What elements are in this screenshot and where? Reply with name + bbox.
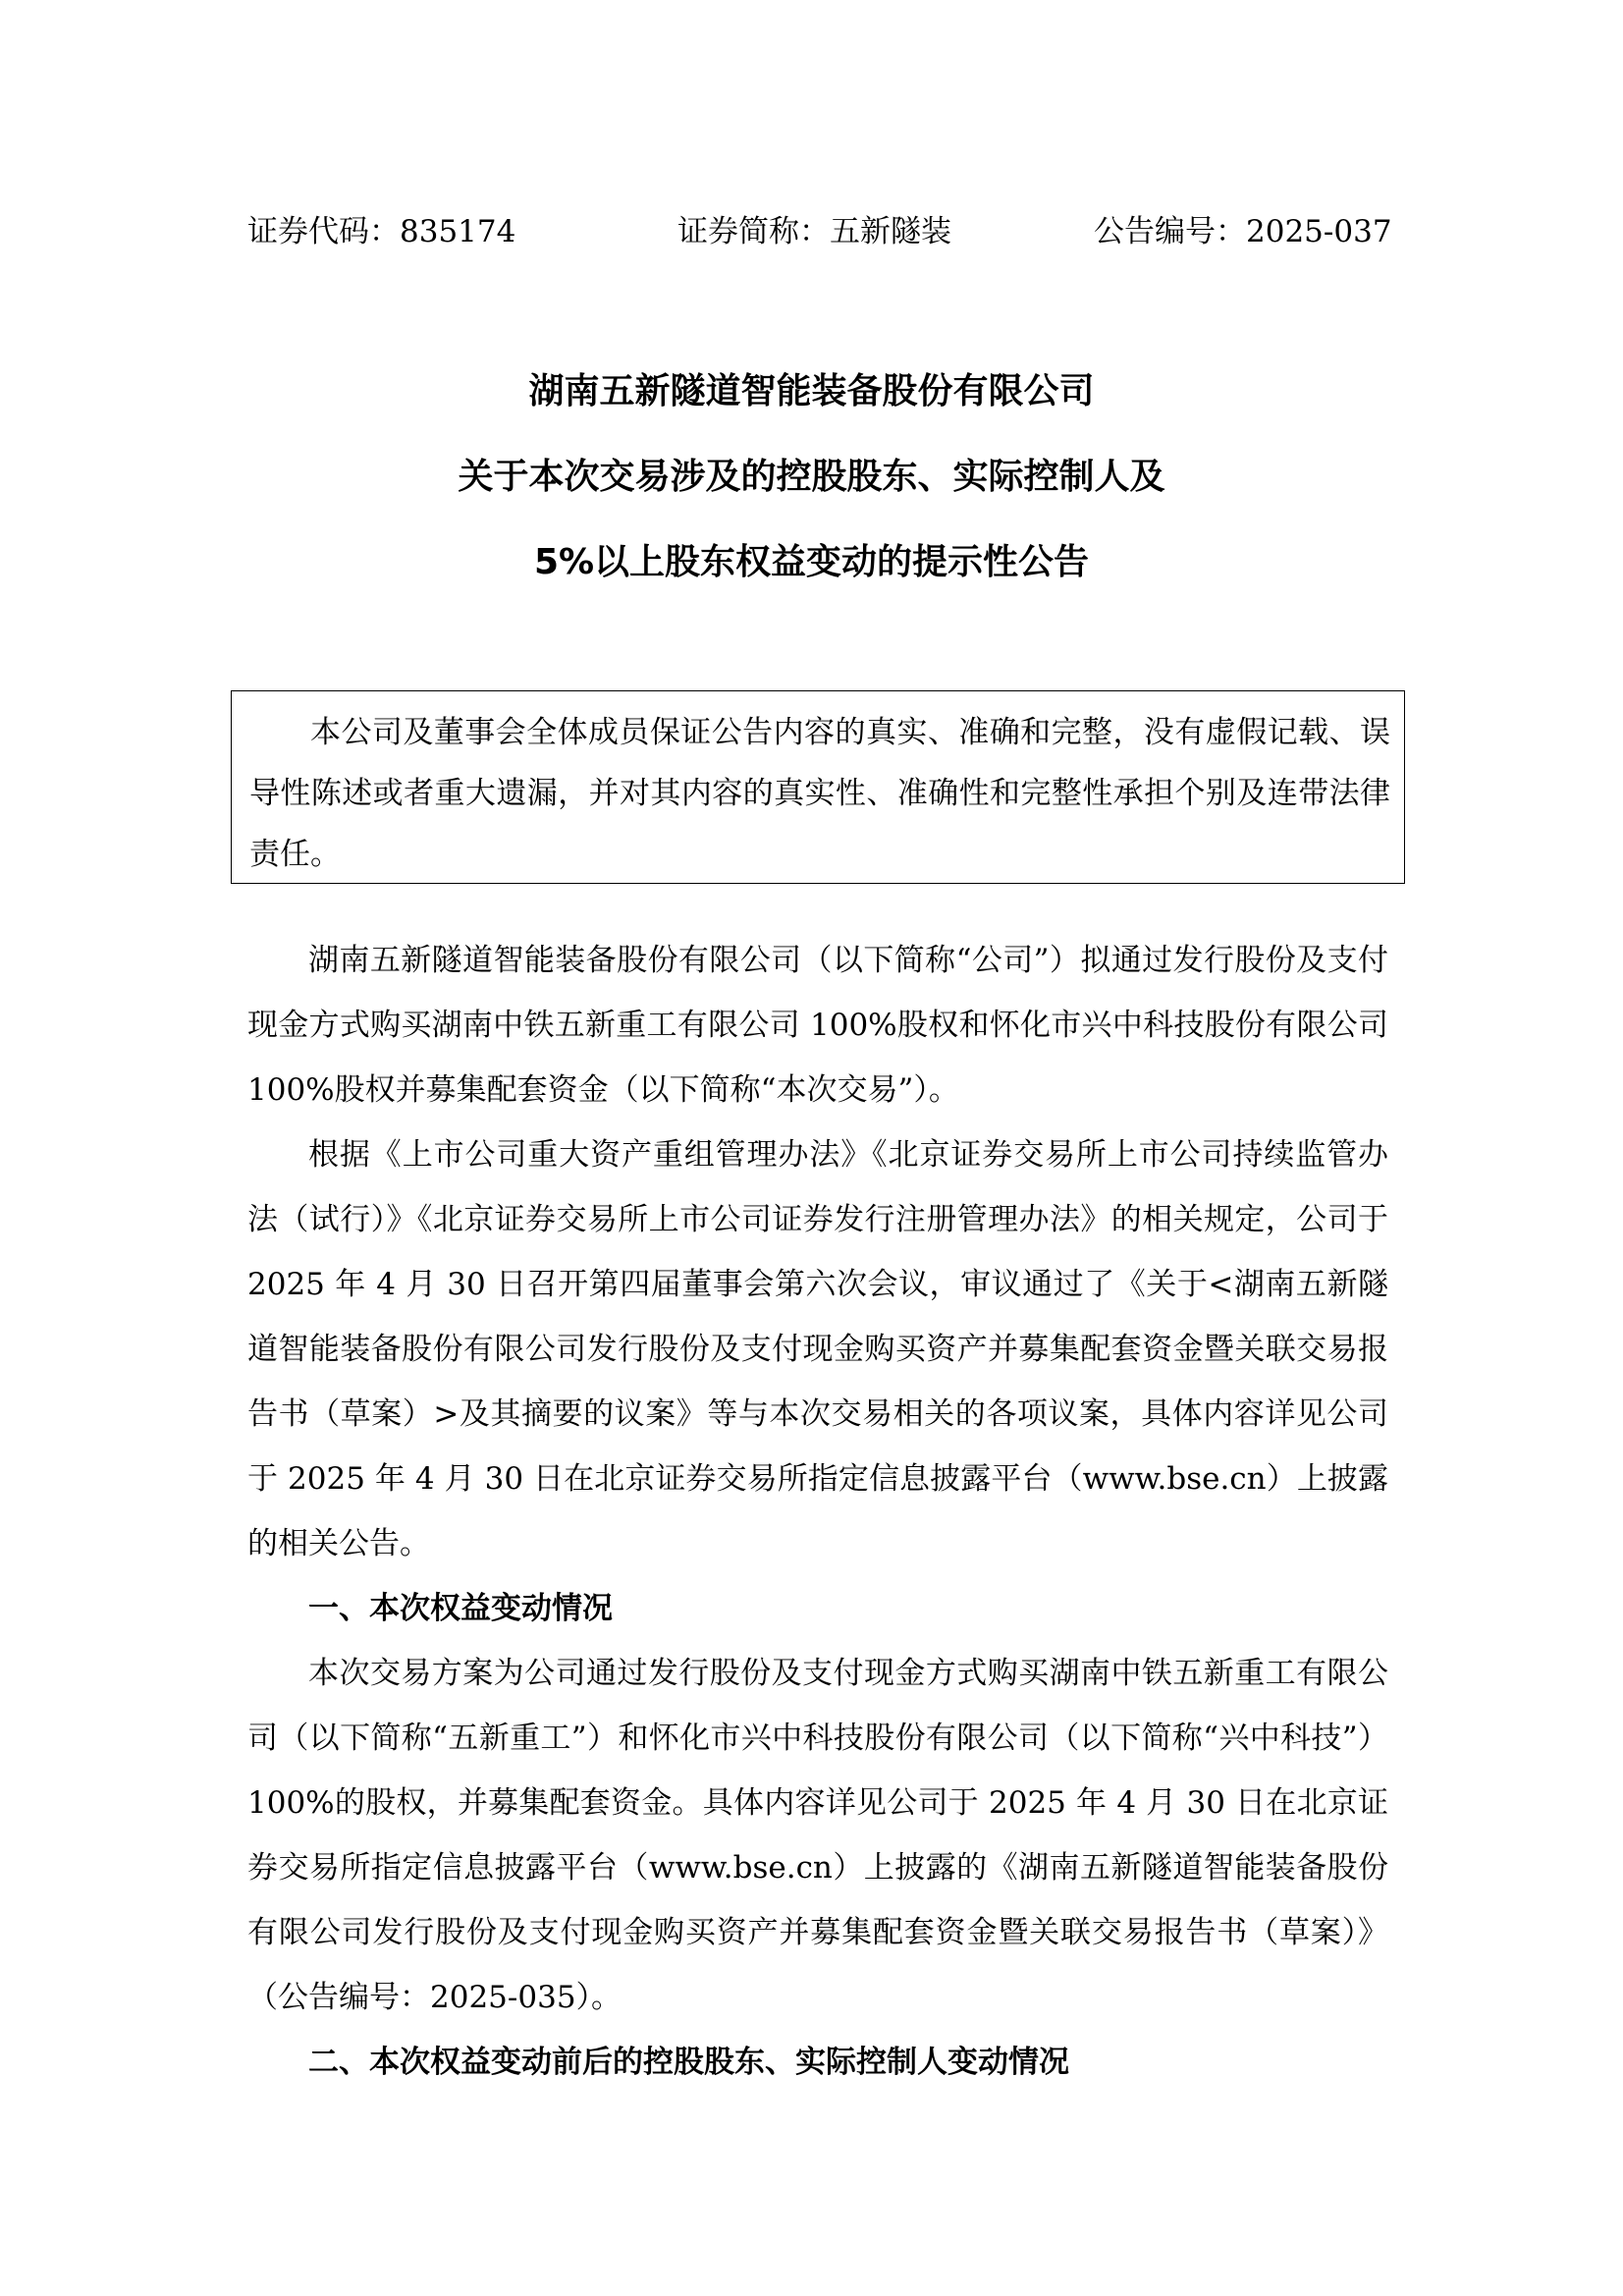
title-company-name: 湖南五新隧道智能装备股份有限公司: [528, 371, 1095, 411]
section-heading-2: 二、本次权益变动前后的控股股东、实际控制人变动情况: [308, 2045, 1069, 2080]
board-guarantee-text: 本公司及董事会全体成员保证公告内容的真实、准确和完整，没有虚假记载、误导性陈述或者重大遗漏，并对其内容的真实性、准确性和完整性承担个别及连带法律责任。: [249, 715, 1390, 872]
announcement-header: [247, 208, 1392, 255]
security-code: 证券代码：835174: [247, 214, 516, 249]
title-line-2: 关于本次交易涉及的控股股东、实际控制人及: [458, 457, 1165, 497]
title-line-3: 5%以上股东权益变动的提示性公告: [533, 542, 1090, 582]
intro-paragraph: 湖南五新隧道智能装备股份有限公司（以下简称“公司”）拟通过发行股份及支付现金方式购买湖南中铁五新重工有限公司 100%股权和怀化市兴中科技股份有限公司 100%股权并募集配套资金（以下简称“本次交易”）。: [247, 943, 1388, 1108]
section-heading-1: 一、本次权益变动情况: [308, 1591, 613, 1626]
board-guarantee-notice-box: [231, 690, 1405, 884]
announcement-body: [247, 928, 1388, 2095]
transaction-plan-paragraph: 本次交易方案为公司通过发行股份及支付现金方式购买湖南中铁五新重工有限公司（以下简称“五新重工”）和怀化市兴中科技股份有限公司（以下简称“兴中科技”）100%的股权，并募集配套资金。具体内容详见公司于 2025 年 4 月 30 日在北京证券交易所指定信息披露平台（www.bse.cn）上披露的《湖南五新隧道智能装备股份有限公司发行股份及支付现金购买资产并募集配套资金暨关联交易报告书（草案）》（公告编号：2025-035）。: [247, 1656, 1388, 2015]
security-abbreviation: 证券简称：五新隧装: [677, 214, 951, 249]
announcement-number: 公告编号：2025-037: [1094, 214, 1392, 249]
legal-basis-paragraph: 根据《上市公司重大资产重组管理办法》《北京证券交易所上市公司持续监管办法（试行）》《北京证券交易所上市公司证券发行注册管理办法》的相关规定，公司于 2025 年 4 月 30 日召开第四届董事会第六次会议，审议通过了《关于<湖南五新隧道智能装备股份有限公司发行股份及支付现金购买资产并募集配套资金暨关联交易报告书（草案）>及其摘要的议案》等与本次交易相关的各项议案，具体内容详见公司于 2025 年 4 月 30 日在北京证券交易所指定信息披露平台（www.bse.cn）上披露的相关公告。: [247, 1137, 1388, 1561]
